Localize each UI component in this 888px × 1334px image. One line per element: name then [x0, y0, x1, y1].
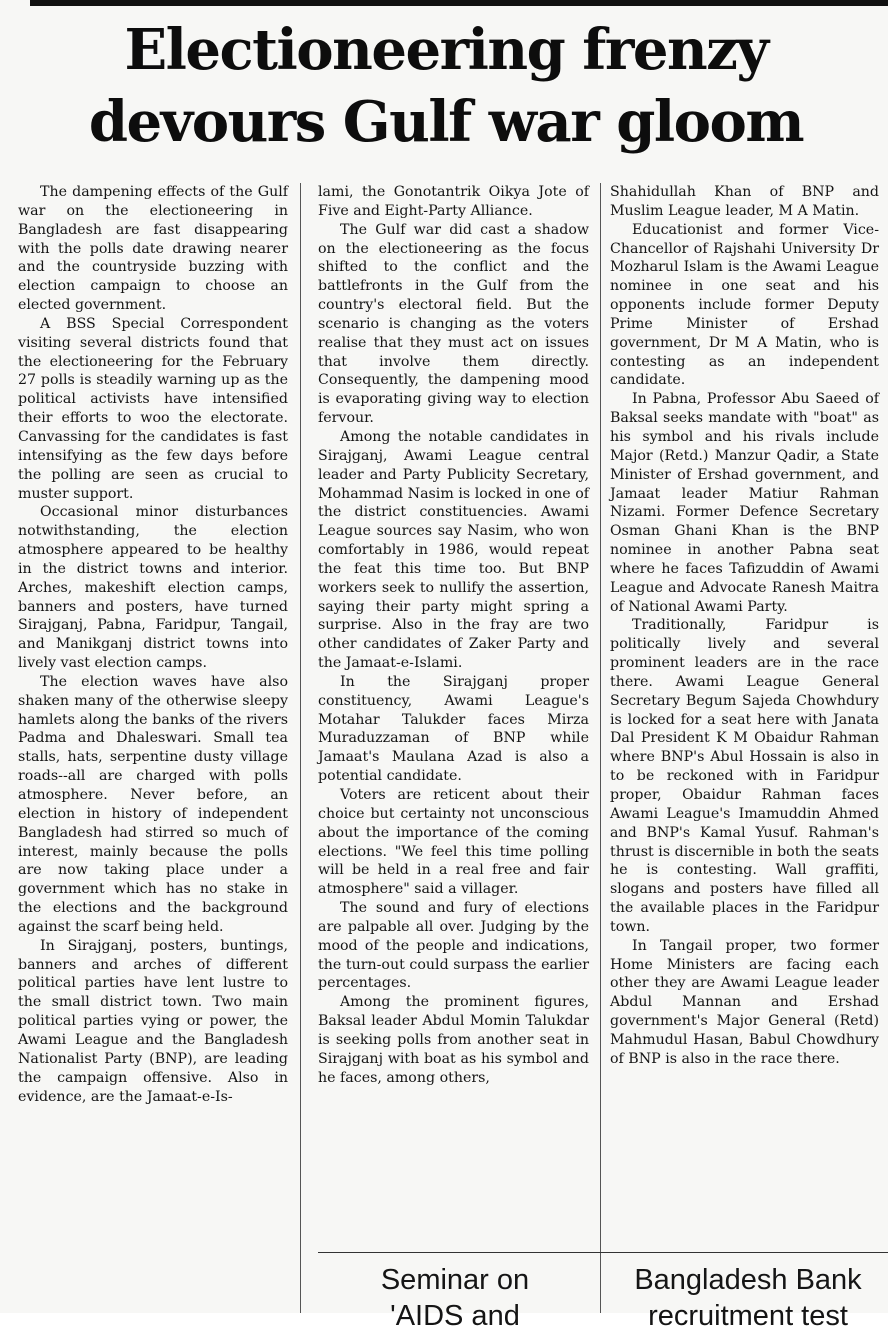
- paragraph: Among the prominent figures, Baksal leader Abdul Momin Talukdar is seeking polls from another seat in Sirajganj with boat as his symbol and he faces, among others,: [318, 994, 589, 1086]
- top-rule: [30, 0, 888, 6]
- article-column-3: [610, 183, 879, 1253]
- teaser-headline-bank: [608, 1262, 888, 1332]
- teaser-line: recruitment test: [648, 1300, 848, 1332]
- section-rule: [318, 1252, 888, 1253]
- paragraph: Occasional minor disturbances notwithstanding, the election atmosphere appeared to be healthy in the district towns and interior. Arches, makeshift election camps, banners and posters, have turned Sirajganj, Pabna, Faridpur, Tangail, and Manikganj district towns into lively vast election camps.: [18, 504, 288, 672]
- column-divider: [300, 183, 301, 1313]
- paragraph-continuation: Shahidullah Khan of BNP and Muslim League leader, M A Matin.: [610, 184, 879, 219]
- article-column-2: [318, 183, 589, 1253]
- teaser-line: 'AIDS and: [390, 1300, 520, 1332]
- paragraph: Voters are reticent about their choice but certainty not unconscious about the importance of the coming elections. "We feel this time polling will be held in a real free and fair atmosphere" said a villager.: [318, 787, 589, 898]
- paragraph: In the Sirajganj proper constituency, Awami League's Motahar Talukder faces Mirza Muraduzzaman of BNP while Jamaat's Maulana Azad is also a potential candidate.: [318, 673, 589, 785]
- paragraph-continuation: lami, the Gonotantrik Oikya Jote of Five and Eight-Party Alliance.: [318, 184, 589, 219]
- teaser-headline-seminar: [330, 1262, 580, 1332]
- paragraph: Traditionally, Faridpur is politically lively and several prominent leaders are in the race there. Awami League General Secretary Begum Sajeda Chowhdury is locked for a seat here with Janata Dal President K M Obaidur Rahman where BNP's Abul Hossain is also in to be reckoned with in Faridpur proper, Obaidur Rahman faces Awami League's Imamuddin Ahmed and BNP's Kamal Yusuf. Rahman's thrust is discernible in both the seats he is contesting. Wall graffiti, slogans and posters have filled all the available places in the Faridpur town.: [610, 617, 879, 935]
- paragraph: In Sirajganj, posters, buntings, banners and arches of different political parties have lent lustre to the small district town. Two main political parties vying or power, the Awami League and the Bangladesh Nationalist Party (BNP), are leading the campaign offensive. Also in evidence, are the Jamaat-e-Is-: [18, 937, 288, 1105]
- paragraph: In Pabna, Professor Abu Saeed of Baksal seeks mandate with "boat" as his symbol and his rivals include Major (Retd.) Manzur Qadir, a State Minister of Ershad government, and Jamaat leader Matiur Rahman Nizami. Former Defence Secretary Osman Ghani Khan is the BNP nominee in another Pabna seat where he faces Tafizuddin of Awami League and Advocate Ranesh Maitra of National Awami Party.: [610, 391, 879, 615]
- paragraph: The sound and fury of elections are palpable all over. Judging by the mood of the people and indications, the turn-out could surpass the earlier percentages.: [318, 900, 589, 992]
- headline-line-2: devours Gulf war gloom: [88, 89, 804, 155]
- article-column-1: [18, 183, 288, 1313]
- paragraph: In Tangail proper, two former Home Ministers are facing each other they are Awami League leader Abdul Mannan and Ershad government's Major General (Retd) Mahmudul Hasan, Babul Chowdhury of BNP is also in the race there.: [610, 937, 879, 1067]
- paragraph: Among the notable candidates in Sirajganj, Awami League central leader and Party Publicity Secretary, Mohammad Nasim is locked in one of the district constituencies. Awami League sources say Nasim, who won comfortably in 1986, would repeat the feat this time too. But BNP workers seek to nullify the assertion, saying their party might spring a surprise. Also in the fray are two other candidates of Zaker Party and the Jamaat-e-Islami.: [318, 428, 589, 672]
- teaser-line: Seminar on: [380, 1264, 530, 1296]
- paragraph: The Gulf war did cast a shadow on the electioneering as the focus shifted to the conflict and the battlefronts in the Gulf from the country's electoral field. But the scenario is changing as the voters realise that they must act on issues that involve them directly. Consequently, the dampening mood is evaporating giving way to election fervour.: [318, 221, 589, 427]
- paragraph: Educationist and former Vice-Chancellor of Rajshahi University Dr Mozharul Islam is the Awami League nominee in one seat and his opponents include former Deputy Prime Minister of Ershad government, Dr M A Matin, who is contesting as an independent candidate.: [610, 221, 879, 389]
- teaser-line: Bangladesh Bank: [634, 1264, 862, 1296]
- headline-line-1: Electioneering frenzy: [124, 17, 768, 83]
- paragraph: The election waves have also shaken many of the otherwise sleepy hamlets along the banks of the rivers Padma and Dhaleswari. Small tea stalls, hats, serpentine dusty village roads--all are charged with polls atmosphere. Never before, an election in history of independent Bangladesh had stirred so much of interest, mainly because the polls are now taking place under a government which has no stake in the elections and the background against the scarf being held.: [18, 673, 288, 935]
- headline: [16, 14, 876, 158]
- paragraph: A BSS Special Correspondent visiting several districts found that the electioneering for the February 27 polls is steadily warning up as the political activists have intensified their efforts to woo the electorate. Canvassing for the candidates is fast intensifying as the few days before the polling are seen as crucial to muster support.: [18, 315, 288, 502]
- column-divider: [600, 183, 601, 1313]
- paragraph: The dampening effects of the Gulf war on the electioneering in Bangladesh are fast disappearing with the polls date drawing nearer and the countryside buzzing with election campaign to choose an elected government.: [18, 184, 288, 314]
